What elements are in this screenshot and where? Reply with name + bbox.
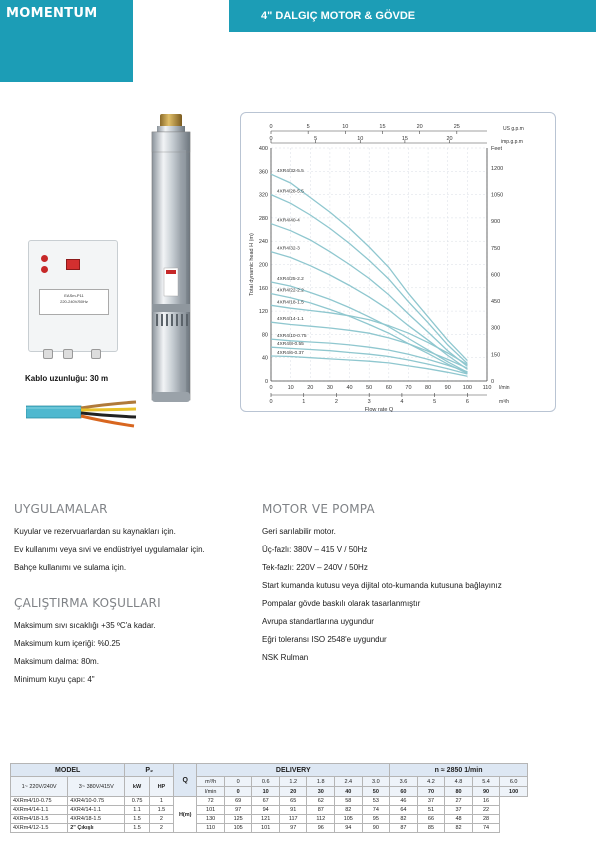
y-tick-label: 160	[258, 285, 268, 292]
head-value: 101	[252, 824, 280, 833]
spec-table	[10, 763, 528, 833]
m3h-value: 1.8	[307, 777, 335, 787]
kw-value: 1.5	[125, 824, 149, 833]
head-value: 74	[362, 806, 390, 815]
hp-value: 1	[149, 797, 173, 806]
three-phase-model: 2" Çıkışlı	[68, 824, 125, 833]
lmin-value: 30	[307, 787, 335, 797]
hp-value: 1.5	[149, 806, 173, 815]
applications-title: UYGULAMALAR	[14, 502, 108, 516]
imp-gpm-tick-label: 5	[314, 136, 318, 142]
three-phase-model: 4XR4/18-1.5	[68, 815, 125, 824]
feet-tick-label: 1200	[491, 165, 504, 172]
series-label: 4XR4/10-0.75	[276, 334, 307, 340]
motor-line: Geri sarılabilir motor.	[262, 527, 336, 536]
m3h-value: 1.2	[279, 777, 307, 787]
submersible-pump-image	[140, 112, 212, 412]
delivery-header: DELIVERY	[197, 764, 390, 777]
m3h-value: 3.0	[362, 777, 390, 787]
y-tick-label: 280	[258, 215, 268, 222]
feet-tick-label: 1050	[491, 192, 504, 199]
motor-line: NSK Rulman	[262, 653, 309, 662]
control-box-label	[39, 289, 109, 315]
head-value: 22	[472, 806, 500, 815]
head-value: 82	[390, 815, 418, 824]
table-row	[11, 824, 528, 833]
m3h-tick-label: 2	[334, 399, 338, 405]
series-label: 4XR4/32-5.5	[276, 169, 304, 175]
p2-header: P₂	[125, 764, 174, 777]
us-gpm-tick-label: 5	[306, 124, 310, 130]
series-label: 4XR4/32-3	[276, 246, 300, 252]
table-row	[11, 797, 528, 806]
table-row	[11, 806, 528, 815]
kw-value: 0.75	[125, 797, 149, 806]
x-tick-label: 40	[346, 385, 353, 391]
head-value: 72	[197, 797, 225, 806]
head-value: 91	[279, 806, 307, 815]
imp-gpm-tick-label: 20	[446, 136, 453, 142]
y-tick-label: 360	[258, 169, 268, 176]
motor-line: Üç-fazlı: 380V – 415 V / 50Hz	[262, 545, 368, 554]
x-tick-label: 80	[425, 385, 432, 391]
m3h-unit: m³/h	[197, 777, 225, 787]
head-value: 48	[445, 815, 473, 824]
head-value: 117	[279, 815, 307, 824]
series-label: 4XR4/28-5.5	[276, 189, 304, 195]
head-value: 94	[252, 806, 280, 815]
brand-logo: MOMENTUM	[6, 6, 98, 21]
feet-tick-label: 900	[491, 219, 501, 226]
head-value: 85	[417, 824, 445, 833]
applications-line: Kuyular ve rezervuarlardan su kaynakları için.	[14, 527, 176, 536]
m3h-unit-label: m³/h	[499, 399, 509, 405]
lmin-value: 20	[279, 787, 307, 797]
control-box-image	[28, 240, 118, 352]
x-tick-label: 0	[269, 385, 273, 391]
y-tick-label: 40	[261, 355, 268, 362]
y-tick-label: 200	[258, 262, 268, 269]
lmin-value: 50	[362, 787, 390, 797]
head-value: 53	[362, 797, 390, 806]
operating-line: Maksimum kum içeriği: %0.25	[14, 639, 121, 648]
x-tick-label: 110	[482, 385, 492, 391]
motor-line: Pompalar gövde baskılı olarak tasarlanmıştır	[262, 599, 421, 608]
x-tick-label: 10	[287, 385, 294, 391]
model-header: MODEL	[11, 764, 125, 777]
m3h-value: 6.0	[500, 777, 528, 787]
series-label: 4XR4/8-0.55	[276, 342, 304, 348]
head-value: 94	[335, 824, 363, 833]
three-phase-header: 3~ 380V/415V	[68, 777, 125, 797]
m3h-tick-label: 0	[269, 399, 273, 405]
motor-line: Start kumanda kutusu veya dijital oto-kumanda kutusuna bağlayınız	[262, 581, 502, 590]
lmin-value: 90	[472, 787, 500, 797]
head-value: 101	[197, 806, 225, 815]
control-box-model: EASm-P11	[64, 293, 84, 298]
hp-value: 2	[149, 824, 173, 833]
feet-tick-label: 450	[491, 299, 501, 306]
head-value: 96	[307, 824, 335, 833]
y-tick-label: 320	[258, 192, 268, 199]
feet-tick-label: 750	[491, 245, 501, 252]
head-value: 69	[224, 797, 252, 806]
cable-gland-icon	[63, 349, 73, 359]
imp-gpm-tick-label: 15	[401, 136, 408, 142]
y-axis-label: Total dynamic head H (m)	[249, 233, 255, 296]
y-tick-label: 120	[258, 309, 268, 316]
series-label: 4XR4/22-2.2	[276, 288, 304, 294]
m3h-value: 0.6	[252, 777, 280, 787]
performance-chart	[240, 112, 556, 412]
single-phase-model: 4XRm4/14-1.1	[11, 806, 68, 815]
m3h-value: 0	[224, 777, 252, 787]
header-bar	[229, 0, 596, 32]
applications-line: Bahçe kullanımı ve sulama için.	[14, 563, 127, 572]
m3h-tick-label: 4	[400, 399, 404, 405]
head-value: 67	[252, 797, 280, 806]
lmin-value: 60	[390, 787, 418, 797]
m3h-value: 5.4	[472, 777, 500, 787]
indicator-light-icon	[41, 255, 48, 262]
m3h-tick-label: 1	[302, 399, 306, 405]
indicator-light-icon	[41, 266, 48, 273]
performance-curve-plot	[241, 113, 557, 413]
imp-gpm-unit-label: imp.g.p.m	[501, 139, 523, 145]
y-tick-label: 240	[258, 239, 268, 246]
head-value: 51	[417, 806, 445, 815]
series-label: 4XR4/40-4	[276, 218, 300, 224]
q-header: Q	[174, 764, 197, 797]
head-value: 97	[224, 806, 252, 815]
cable-image	[26, 392, 138, 432]
m3h-tick-label: 5	[433, 399, 437, 405]
lmin-value: 70	[417, 787, 445, 797]
x-tick-label: 90	[444, 385, 451, 391]
series-label: 4XR4/18-1.5	[276, 300, 304, 306]
head-value: 112	[307, 815, 335, 824]
head-value: 27	[445, 797, 473, 806]
x-tick-label: 100	[462, 385, 472, 391]
y-tick-label: 0	[264, 379, 268, 385]
head-value: 62	[307, 797, 335, 806]
h-unit: H(m)	[174, 797, 197, 833]
series-label: 4XR4/14-1.1	[276, 317, 304, 323]
applications-line: Ev kullanımı veya sıvi ve endüstriyel uygulamalar için.	[14, 545, 205, 554]
x-axis-label: Flow rate Q	[364, 407, 394, 413]
m3h-value: 4.8	[445, 777, 473, 787]
motor-line: Eğri toleransı ISO 2548'e uygundur	[262, 635, 387, 644]
table-subheader-row	[11, 777, 528, 787]
head-value: 74	[472, 824, 500, 833]
feet-tick-label: 0	[491, 379, 495, 385]
x-unit-label: l/min	[499, 385, 510, 391]
lmin-value: 100	[500, 787, 528, 797]
us-gpm-tick-label: 15	[379, 124, 386, 130]
head-value: 121	[252, 815, 280, 824]
operating-line: Maksimum dalma: 80m.	[14, 657, 99, 666]
lmin-value: 40	[335, 787, 363, 797]
m3h-tick-label: 3	[367, 399, 371, 405]
head-value: 125	[224, 815, 252, 824]
logo-box	[0, 0, 133, 82]
cable-gland-icon	[91, 349, 101, 359]
hp-value: 2	[149, 815, 173, 824]
y-tick-label: 80	[261, 332, 268, 339]
control-box-voltage: 220-240V/50Hz	[60, 299, 88, 304]
series-label: 4XR4/25-2.2	[276, 276, 304, 282]
power-switch-icon	[66, 259, 80, 270]
three-phase-model: 4XR4/14-1.1	[68, 806, 125, 815]
head-value: 82	[335, 806, 363, 815]
head-value: 64	[390, 806, 418, 815]
head-value: 90	[362, 824, 390, 833]
series-label: 4XR4/6-0.37	[276, 350, 304, 356]
head-value: 37	[417, 797, 445, 806]
head-value: 16	[472, 797, 500, 806]
x-tick-label: 30	[326, 385, 333, 391]
m3h-tick-label: 6	[465, 399, 469, 405]
head-value: 97	[279, 824, 307, 833]
motor-line: Avrupa standartlarına uygundur	[262, 617, 374, 626]
table-header-row	[11, 764, 528, 777]
head-value: 87	[390, 824, 418, 833]
head-value: 66	[417, 815, 445, 824]
lmin-value: 10	[252, 787, 280, 797]
kw-value: 1.5	[125, 815, 149, 824]
motor-line: Tek-fazlı: 220V – 240V / 50Hz	[262, 563, 368, 572]
motor-pump-title: MOTOR VE POMPA	[262, 502, 375, 516]
operating-line: Minimum kuyu çapı: 4"	[14, 675, 95, 684]
page-title: 4" DALGIÇ MOTOR & GÖVDE	[261, 10, 416, 22]
single-phase-model: 4XRm4/18-1.5	[11, 815, 68, 824]
y-tick-label: 400	[258, 146, 268, 152]
head-value: 46	[390, 797, 418, 806]
kw-value: 1.1	[125, 806, 149, 815]
cable-length-label: Kablo uzunluğu: 30 m	[25, 374, 109, 383]
speed-header: n ≈ 2850 1/min	[390, 764, 528, 777]
lmin-value: 0	[224, 787, 252, 797]
single-phase-header: 1~ 220V/240V	[11, 777, 68, 797]
x-tick-label: 60	[385, 385, 392, 391]
x-tick-label: 20	[307, 385, 314, 391]
m3h-value: 4.2	[417, 777, 445, 787]
three-phase-model: 4XR4/10-0.75	[68, 797, 125, 806]
table-row	[11, 815, 528, 824]
cable-gland-icon	[43, 349, 53, 359]
head-value: 130	[197, 815, 225, 824]
kw-header: kW	[125, 777, 149, 797]
us-gpm-tick-label: 25	[453, 124, 460, 130]
feet-tick-label: 300	[491, 325, 501, 332]
imp-gpm-tick-label: 10	[357, 136, 364, 142]
operating-conditions-title: ÇALIŞTIRMA KOŞULLARI	[14, 596, 161, 610]
head-value: 37	[445, 806, 473, 815]
head-value: 105	[335, 815, 363, 824]
x-tick-label: 70	[405, 385, 412, 391]
head-value: 82	[445, 824, 473, 833]
single-phase-model: 4XRm4/10-0.75	[11, 797, 68, 806]
head-value: 95	[362, 815, 390, 824]
head-value: 87	[307, 806, 335, 815]
imp-gpm-tick-label: 0	[269, 136, 273, 142]
hp-header: HP	[149, 777, 173, 797]
m3h-value: 2.4	[335, 777, 363, 787]
operating-line: Maksimum sıvı sıcaklığı +35 ºC'a kadar.	[14, 621, 156, 630]
feet-unit-label: Feet	[491, 146, 503, 152]
head-value: 28	[472, 815, 500, 824]
head-value: 65	[279, 797, 307, 806]
head-value: 105	[224, 824, 252, 833]
lmin-value: 80	[445, 787, 473, 797]
single-phase-model: 4XRm4/12-1.5	[11, 824, 68, 833]
lmin-unit: l/min	[197, 787, 225, 797]
m3h-value: 3.6	[390, 777, 418, 787]
feet-tick-label: 150	[491, 352, 501, 359]
us-gpm-tick-label: 10	[342, 124, 349, 130]
x-tick-label: 50	[366, 385, 373, 391]
head-value: 58	[335, 797, 363, 806]
head-value: 110	[197, 824, 225, 833]
us-gpm-tick-label: 0	[269, 124, 273, 130]
us-gpm-tick-label: 20	[416, 124, 423, 130]
us-gpm-unit-label: US g.p.m	[503, 126, 524, 132]
feet-tick-label: 600	[491, 272, 501, 279]
